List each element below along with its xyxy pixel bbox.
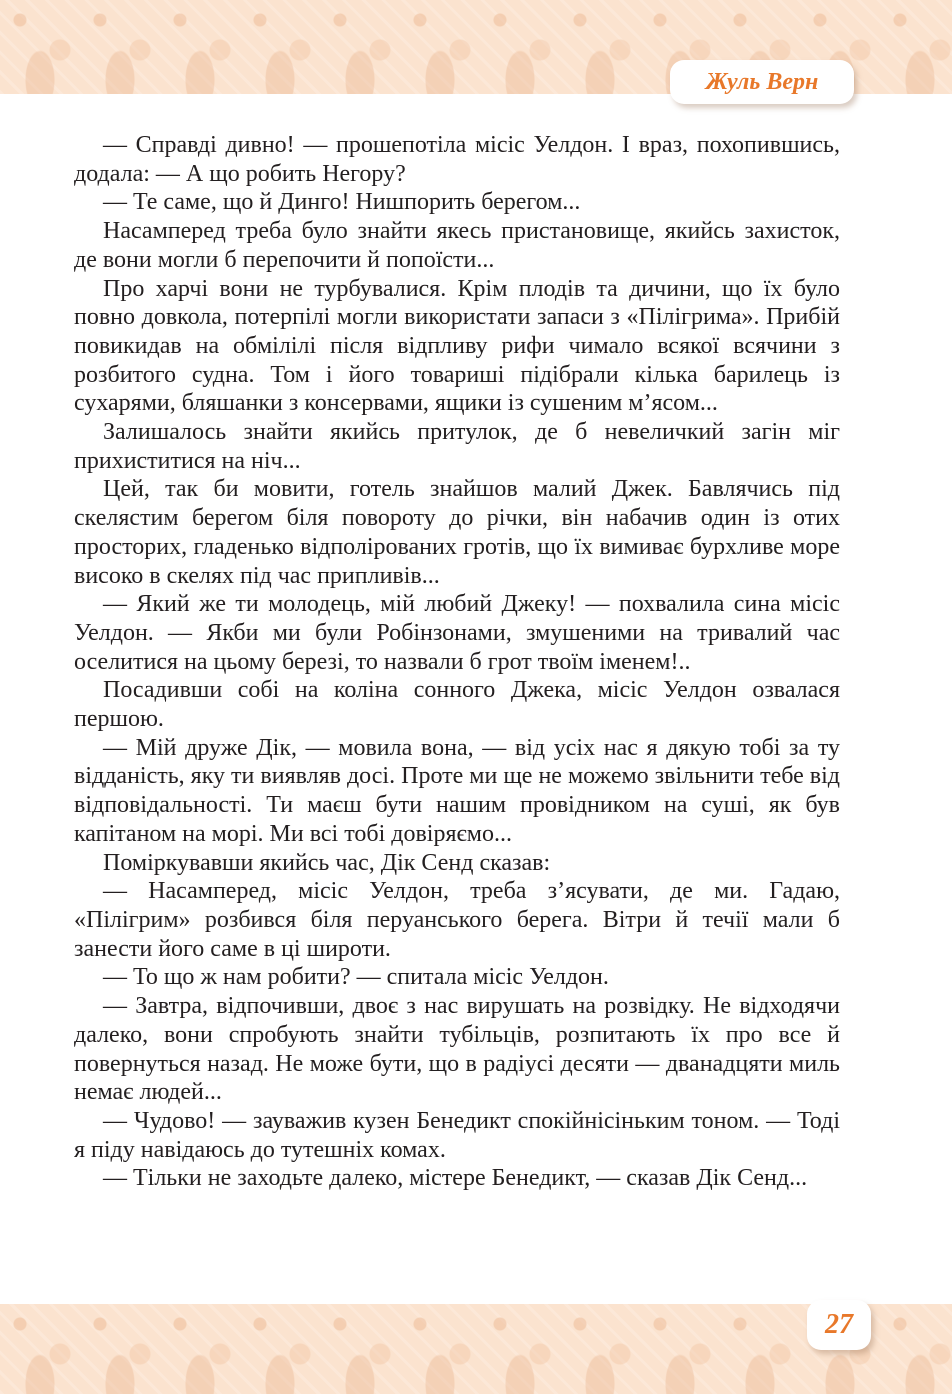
page-number: 27 [807,1300,871,1350]
paragraph: Поміркувавши якийсь час, Дік Сенд сказав: [103,849,551,876]
paragraph: Посадивши собі на коліна сонного Джека, місіс Уелдон озвалася першою. [74,677,840,733]
running-head: Жуль Верн [670,60,854,104]
paragraph: — То що ж нам робити? — спитала місіс Уелдон. [103,964,609,991]
paragraph: Про харчі вони не турбувалися. Крім плодів та дичини, що їх було повно довкола, потерпілі могли використати запаси з «Пілігрима». Прибій повикидав на обмілілі після відпливу рифи чимало всякої всячини з розбитого судна. Том і його товариші підібрали кілька барилець із сухарями, бляшанки з консервами, ящики із сушеним м’ясом... [74,275,840,417]
paragraph: — Мій друже Дік, — мовила вона, — від усіх нас я дякую тобі за ту відданість, яку ти виявляв досі. Проте ми ще не можемо звільнити тебе від відповідальності. Ти маєш бути нашим провідником на суші, як був капітаном на морі. Ми всі тобі довіряємо... [74,734,840,847]
paragraph: Цей, так би мовити, готель знайшов малий Джек. Бавлячись під скелястим берегом біля повороту до річки, він набачив один із отих просторих, гладенько відполірованих гротів, що їх вимиває бурхливе море високо в скелях під час припливів... [74,476,840,589]
paragraph: Залишалось знайти якийсь притулок, де б невеличкий загін міг прихиститися на ніч... [74,419,840,474]
paragraph: — Тільки не заходьте далеко, містере Бенедикт, — сказав Дік Сенд... [103,1165,808,1192]
paragraph: — Справді дивно! — прошепотіла місіс Уелдон. І враз, похопившись, додала: — А що робить Негору? [74,132,840,187]
paragraph: Насамперед треба було знайти якесь пристановище, якийсь захисток, де вони могли б перепочити й попоїсти... [74,218,840,273]
paragraph: — Який же ти молодець, мій любий Джеку! — похвалила сина місіс Уелдон. — Якби ми були Робінзонами, змушеними на тривалий час оселитися на цьому березі, то назвали б грот твоїм іменем!.. [74,591,840,675]
paragraph: — Те саме, що й Динго! Нишпорить берегом... [103,189,581,216]
paragraph: — Насамперед, місіс Уелдон, треба з’ясувати, де ми. Гадаю, «Пілігрим» розбився біля перуанського берега. Вітри й течії мали б занести його саме в ці широти. [74,878,840,962]
body-text [74,131,840,1193]
paragraph: — Завтра, відпочивши, двоє з нас вирушать на розвідку. Не відходячи далеко, вони спробують знайти тубільців, розпитають їх про все й повернуться назад. Не може бути, що в радіусі десяти — дванадцяти миль немає людей... [74,993,840,1106]
paragraph: — Чудово! — зауважив кузен Бенедикт спокійнісіньким тоном. — Тоді я піду навідаюсь до тутешніх комах. [74,1107,840,1163]
